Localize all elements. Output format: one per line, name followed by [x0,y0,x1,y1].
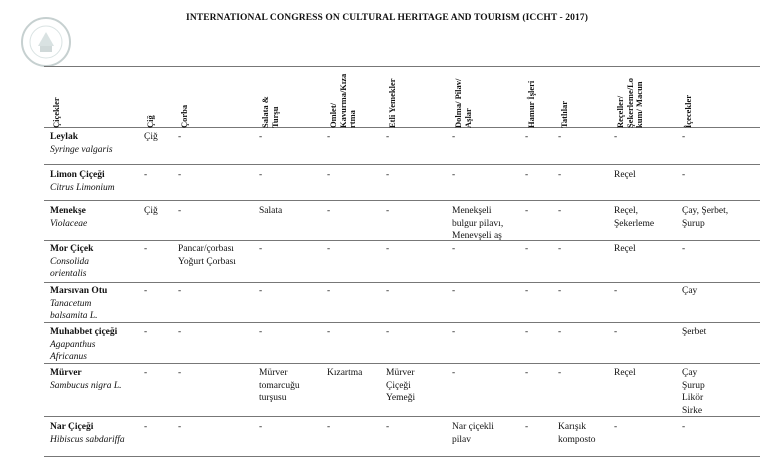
table-cell: Mürver tomarcuğu turşusu [259,368,300,403]
table-cell: - [327,244,331,254]
table-cell: - [327,422,331,432]
flower-latin-name: Consolida orientalis [50,256,90,279]
table-cell: - [144,170,148,180]
table-cell: Nar çiçekli pilav [452,422,494,445]
flower-latin-name: Syringe valgaris [50,144,113,155]
table-cell: - [178,327,182,337]
table-cell: - [614,286,618,296]
table-cell: - [259,422,263,432]
column-header-label: Çiçekler [51,97,61,128]
column-header-label: Reçeller/ Şekerleme/Lo kum/ Macun [615,77,644,128]
flower-latin-name: Citrus Limonium [50,182,115,193]
table-cell: - [327,132,331,142]
table-cell: - [682,132,686,142]
column-header-label: Çorba [179,104,189,128]
table-cell: - [327,286,331,296]
table-cell: - [178,132,182,142]
table-cell: - [452,368,456,378]
row-divider [44,240,760,241]
row-divider [44,322,760,323]
flower-name: Limon Çiçeği [50,170,105,180]
table-cell: - [386,170,390,180]
column-header-label: Omlet/ Kavurma/Kıza rtma [328,73,357,128]
column-header-label: Hamur İşleri [526,80,536,128]
table-cell: Reçel [614,244,636,254]
flower-name: Mürver [50,368,82,378]
table-cell: - [386,132,390,142]
flower-name: Mor Çiçek [50,244,94,254]
table-cell: - [558,132,562,142]
table-top-rule [44,66,760,67]
table-cell: Çay, Şerbet, Şurup [682,206,729,229]
flower-name-cell [50,205,87,230]
table-cell: - [259,286,263,296]
table-cell: - [614,132,618,142]
table-cell: Reçel, Şekerleme [614,206,655,229]
flower-name-cell [50,285,107,323]
table-cell: - [259,327,263,337]
table-cell: - [558,244,562,254]
table-cell: - [614,327,618,337]
table-cell: - [144,422,148,432]
row-divider [44,416,760,417]
table-cell: - [386,206,390,216]
row-divider [44,363,760,364]
flower-latin-name: Agapanthus Africanus [50,339,96,362]
table-cell: Kızartma [327,368,363,378]
column-header-label: Tatlılar [559,100,569,128]
table-cell: - [327,327,331,337]
table-cell: Karışık komposto [558,422,596,445]
flower-name-cell [50,131,113,156]
table-cell: - [452,170,456,180]
table-cell: - [259,170,263,180]
table-cell: - [327,170,331,180]
row-divider [44,282,760,283]
table-cell: - [327,206,331,216]
table-cell: - [178,170,182,180]
table-cell: - [259,244,263,254]
column-header-label: Dolma/ Pilav/ Aşlar [453,78,473,128]
table-cell: - [558,286,562,296]
flower-latin-name: Violaceae [50,218,88,229]
column-header-label: İçecekler [683,94,693,128]
table-cell: - [682,170,686,180]
flower-name: Nar Çiçeği [50,422,94,432]
table-cell: - [558,368,562,378]
table-cell: - [452,244,456,254]
table-cell: - [525,327,529,337]
table-cell: - [614,422,618,432]
table-cell: - [386,327,390,337]
table-cell: - [259,132,263,142]
table-cell: - [525,422,529,432]
flower-latin-name: Sambucus nigra L. [50,380,122,391]
flower-latin-name: Tanacetum balsamita L. [50,298,98,321]
flower-name: Marsıvan Otu [50,286,108,296]
table-cell: - [178,286,182,296]
table-cell: - [386,422,390,432]
table-cell: - [178,368,182,378]
column-header-label: Salata & Turşu [260,96,280,128]
table-cell: - [144,286,148,296]
table-cell: - [452,286,456,296]
table-cell: Çiğ [144,132,158,142]
row-divider [44,200,760,201]
table-cell: - [525,170,529,180]
table-cell: Reçel [614,170,636,180]
row-divider [44,164,760,165]
table-cell: - [178,422,182,432]
flower-name-cell [50,326,117,364]
table-cell: - [525,132,529,142]
flower-name: Leylak [50,132,78,142]
table-cell: - [558,170,562,180]
flower-latin-name: Hibiscus sabdariffa [50,434,125,445]
table-cell: - [525,206,529,216]
table-cell: - [386,286,390,296]
table-cell: Şerbet [682,327,707,337]
table-cell: Çay Şurup Likör Sirke [682,368,705,416]
column-header-label: Etli Yemekler [387,78,397,128]
flower-name-cell [50,421,125,446]
table-cell: - [525,368,529,378]
table-cell: - [386,244,390,254]
table-cell: Çay [682,286,698,296]
table-cell: - [452,132,456,142]
table-cell: - [525,244,529,254]
table-cell: - [178,206,182,216]
table-cell: Salata [259,206,283,216]
conference-header: INTERNATIONAL CONGRESS ON CULTURAL HERITAGE AND TOURISM (ICCHT - 2017) [186,13,588,23]
table-cell: - [558,206,562,216]
table-cell: - [452,327,456,337]
table-cell: Pancar/çorbası Yoğurt Çorbası [178,244,236,267]
flower-name: Muhabbet çiçeği [50,327,118,337]
table-cell: Menekşeli bulgur pilavı, Menevşeli aş [452,206,504,241]
table-cell: - [682,244,686,254]
table-cell: - [682,422,686,432]
column-header-label: Çiğ [145,115,155,128]
table-cell: - [144,244,148,254]
table-cell: Çiğ [144,206,158,216]
conference-seal-logo [20,16,72,68]
flower-name-cell [50,367,122,392]
row-divider [44,456,760,457]
flower-name-cell [50,243,93,281]
table-cell: - [558,327,562,337]
table-cell: - [144,368,148,378]
table-cell: - [525,286,529,296]
table-cell: Reçel [614,368,636,378]
table-cell: - [144,327,148,337]
flower-name-cell [50,169,115,194]
flower-name: Menekşe [50,206,86,216]
table-cell: Mürver Çiçeği Yemeği [386,368,416,403]
